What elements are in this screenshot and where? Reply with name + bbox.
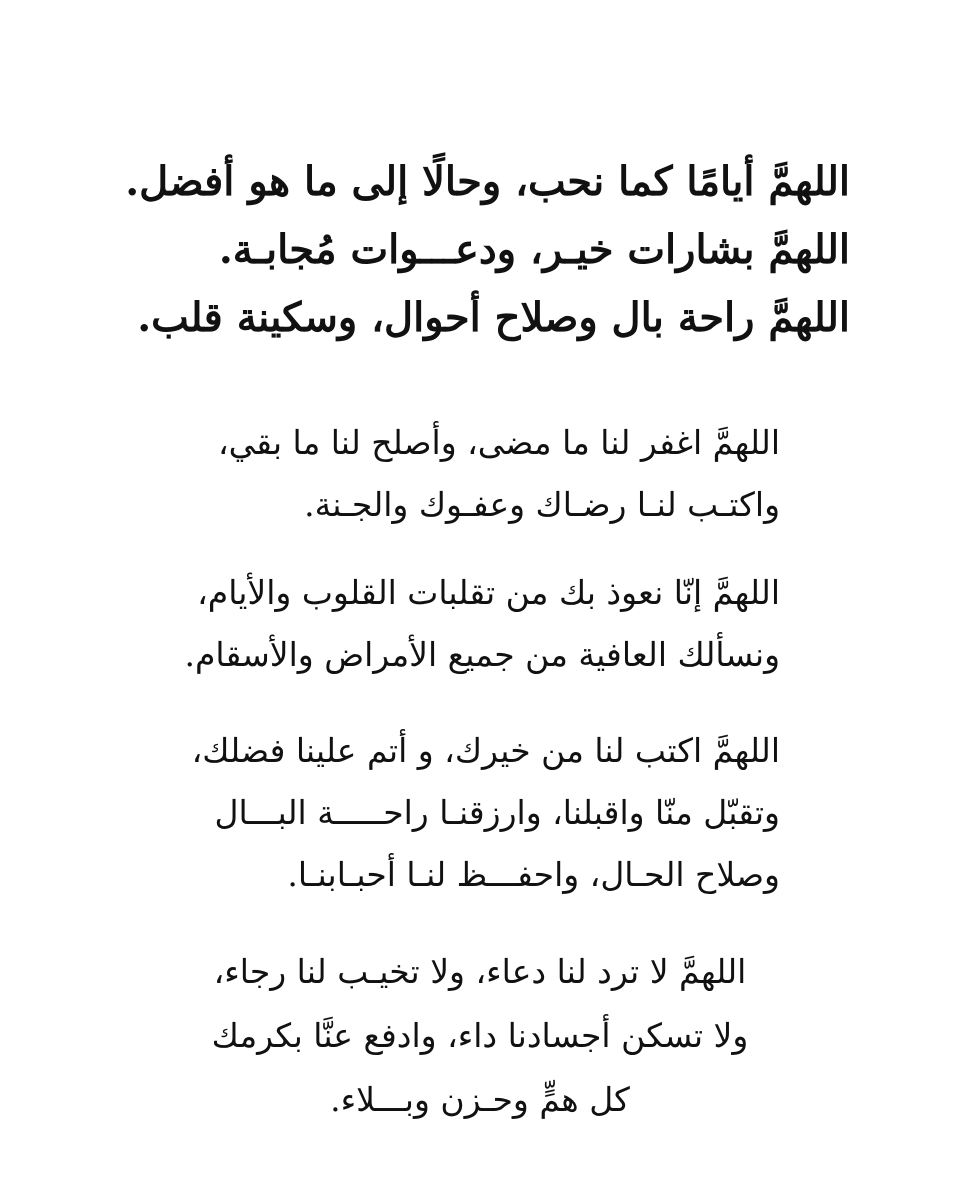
paragraph-line: اللهمَّ إنّا نعوذ بك من تقلبات القلوب والأيام،: [197, 573, 780, 612]
paragraph-forgiveness: [180, 412, 780, 536]
heading-block: [110, 148, 850, 352]
paragraph-supplication: [200, 940, 760, 1132]
paragraph-line: اللهمَّ اكتب لنا من خيرك، و أتم علينا فضلك،: [191, 731, 780, 770]
paragraph-refuge: [180, 562, 780, 686]
paragraph-line: وصلاح الحـال، واحفـــظ لنـا أحبـابنـا.: [287, 855, 780, 894]
heading-line: اللهمَّ راحة بال وصلاح أحوال، وسكينة قلب.: [137, 294, 850, 341]
heading-line: اللهمَّ أيامًا كما نحب، وحالًا إلى ما هو أفضل.: [125, 158, 850, 205]
paragraph-line: اللهمَّ اغفر لنا ما مضى، وأصلح لنا ما بقي،: [218, 423, 780, 462]
paragraph-line: ونسألك العافية من جميع الأمراض والأسقام.: [184, 635, 780, 674]
paragraph-blessing: [180, 720, 780, 906]
paragraph-line: ولا تسكن أجسادنا داء، وادفع عنَّا بكرمك: [211, 1016, 749, 1055]
paragraph-line: وتقبّل منّا واقبلنا، وارزقنـا راحـــــة البـــال: [214, 793, 780, 832]
paragraph-line: واكتـب لنـا رضـاك وعفـوك والجـنة.: [304, 485, 780, 524]
heading-line: اللهمَّ بشارات خيـر، ودعـــوات مُجابـة.: [218, 226, 850, 273]
paragraph-line: كل همٍّ وحـزن وبـــلاء.: [330, 1080, 630, 1119]
paragraph-line: اللهمَّ لا ترد لنا دعاء، ولا تخيـب لنا رجاء،: [213, 952, 747, 991]
